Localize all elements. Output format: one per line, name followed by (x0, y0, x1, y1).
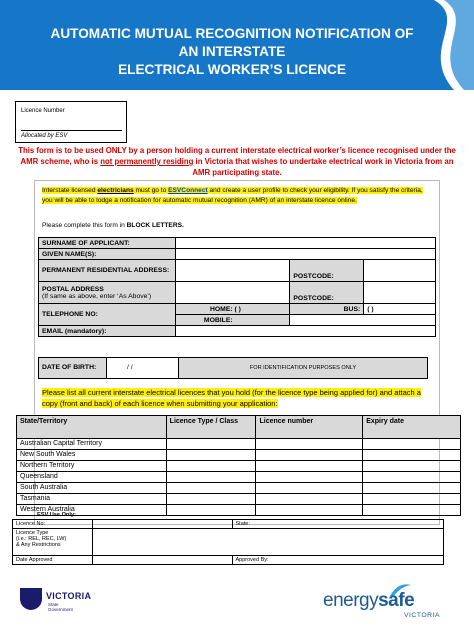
esv-licence-type-label (13, 529, 93, 556)
mobile-input[interactable] (290, 315, 436, 326)
expiry-cell[interactable] (363, 450, 461, 461)
postcode-input-1[interactable] (364, 260, 436, 282)
licence-type-cell[interactable] (166, 494, 256, 505)
title-line-2: AN INTERSTATE (178, 44, 286, 59)
interstate-licence-table (16, 415, 461, 516)
allocated-by-label: Allocated by ESV (21, 133, 68, 139)
home-label: HOME: (209, 305, 233, 313)
table-row (17, 439, 461, 450)
esv-approved-by-label: Approved By: (232, 556, 444, 565)
victoria-government-logo (20, 586, 98, 622)
licence-number-box (15, 101, 127, 143)
surname-label: SURNAME OF APPLICANT: (39, 238, 176, 249)
email-label: EMAIL (mandatory): (39, 326, 176, 337)
telephone-label: TELEPHONE NO: (39, 304, 176, 326)
esv-licence-type-eg: (i.e.: REL, REC, LW) (16, 536, 67, 542)
state-cell: Northern Territory (17, 461, 167, 472)
postal-address-title: POSTAL ADDRESS (42, 285, 104, 293)
state-cell: New South Wales (17, 450, 167, 461)
permanent-address-label: PERMANENT RESIDENTIAL ADDRESS: (39, 260, 176, 282)
expiry-cell[interactable] (363, 472, 461, 483)
dob-input[interactable]: / / (107, 358, 179, 378)
licence-type-cell[interactable] (166, 505, 256, 516)
given-names-label: GIVEN NAME(S): (39, 249, 176, 260)
given-names-input[interactable] (175, 249, 435, 260)
victoria-crest-icon (20, 588, 42, 610)
col-header-licence-type: Licence Type / Class (166, 416, 256, 439)
licence-number-cell[interactable] (256, 472, 363, 483)
licence-list-instructions (42, 388, 432, 409)
victoria-wordmark: VICTORIA (46, 591, 92, 601)
licence-number-cell[interactable] (256, 505, 363, 516)
licence-number-cell[interactable] (256, 450, 363, 461)
energysafe-logo (320, 583, 460, 623)
surname-input[interactable] (175, 238, 435, 249)
block-letters-note (42, 222, 184, 229)
applicant-details-table (38, 237, 436, 337)
energysafe-victoria-text: VICTORIA (404, 612, 440, 619)
licence-list-text: Please list all current interstate electrical licences that you hold (for the licence type being applied for) and attach a copy (front and back) of each licence when submitting your application: (42, 388, 421, 408)
col-header-expiry: Expiry date (363, 416, 461, 439)
eligibility-warning (14, 145, 460, 178)
energy-text: energy (323, 590, 379, 611)
esv-restrictions: & Any Restrictions (16, 542, 61, 548)
licence-number-cell[interactable] (256, 494, 363, 505)
state-text: State (48, 602, 59, 607)
table-row (17, 461, 461, 472)
licence-number-field[interactable] (21, 130, 122, 131)
intro-text-3: and create a user profile to check your eligibility. If you satisfy the criteria, you will be able to lodge a notification for automatic mutual recognition (AMR) of an interstate licence online. (42, 187, 423, 204)
bus-brackets: ( ) (367, 305, 374, 313)
header-banner (0, 0, 474, 90)
home-brackets: ( ) (234, 305, 241, 313)
licence-number-cell[interactable] (256, 439, 363, 450)
state-cell: Queensland (17, 472, 167, 483)
energysafe-wordmark (323, 590, 414, 612)
state-cell: Western Australia (17, 505, 167, 516)
licence-type-cell[interactable] (166, 450, 256, 461)
postal-address-note: (If same as above, enter ‘As Above’) (42, 292, 152, 300)
bus-label: BUS: (290, 304, 364, 315)
state-government-text (48, 602, 73, 612)
form-title (12, 25, 452, 79)
postal-address-input[interactable] (175, 282, 290, 304)
esv-licence-no-field[interactable] (92, 520, 232, 529)
title-line-3: ELECTRICAL WORKER’S LICENCE (118, 62, 346, 77)
table-row (17, 472, 461, 483)
intro-text (42, 186, 432, 205)
esv-state-label: State: (232, 520, 444, 529)
postcode-label-1: POSTCODE: (290, 260, 364, 282)
state-cell: Australian Capital Territory (17, 439, 167, 450)
header-wave-graphic (414, 0, 474, 90)
postcode-label-2: POSTCODE: (290, 282, 364, 304)
block-letters-bold: BLOCK LETTERS. (126, 222, 184, 229)
id-purposes-note: FOR IDENTIFICATION PURPOSES ONLY (179, 358, 427, 378)
esv-date-approved-label: Date Approved (13, 556, 93, 565)
date-of-birth-row (38, 357, 428, 379)
home-phone-field[interactable] (175, 304, 290, 315)
col-header-state: State/Territory (17, 416, 167, 439)
esv-date-approved-field[interactable] (92, 556, 232, 565)
email-input[interactable] (175, 326, 435, 337)
expiry-cell[interactable] (363, 505, 461, 516)
expiry-cell[interactable] (363, 494, 461, 505)
licence-type-cell[interactable] (166, 483, 256, 494)
dob-label: DATE OF BIRTH: (39, 358, 107, 378)
licence-type-cell[interactable] (166, 439, 256, 450)
licence-number-cell[interactable] (256, 483, 363, 494)
licence-number-cell[interactable] (256, 461, 363, 472)
intro-text-2: must go to (133, 187, 169, 194)
table-row (17, 450, 461, 461)
postcode-input-2[interactable] (364, 282, 436, 304)
esv-licence-type-field[interactable] (92, 529, 443, 556)
bus-phone-field[interactable] (364, 304, 436, 315)
block-letters-prefix: Please complete this form in (42, 222, 127, 229)
warning-text-2: in Victoria that wishes to undertake electrical work in Victoria from an AMR participating state. (192, 157, 454, 177)
licence-number-label: Licence Number (21, 108, 65, 114)
mobile-field[interactable] (175, 315, 290, 326)
postal-address-label (39, 282, 176, 304)
table-row (17, 494, 461, 505)
esvconnect-link[interactable]: ESVConnect (168, 187, 208, 194)
col-header-licence-number: Licence number (256, 416, 363, 439)
table-row (17, 483, 461, 494)
expiry-cell[interactable] (363, 461, 461, 472)
title-line-1: AUTOMATIC MUTUAL RECOGNITION NOTIFICATION OF (50, 26, 414, 41)
warning-text-1: This form is to be used ONLY by a person holding a current interstate electrical worker’s licence recognised under the AMR scheme, who is (18, 146, 456, 166)
expiry-cell[interactable] (363, 483, 461, 494)
esv-use-title: ESV Use Only: (37, 512, 76, 518)
state-cell: Tasmania (17, 494, 167, 505)
esv-licence-no-label: Licence No: (13, 520, 93, 529)
esv-licence-type-title: Licence Type (16, 530, 49, 536)
safe-text: safe (378, 590, 415, 611)
permanent-address-input[interactable] (175, 260, 290, 282)
intro-text-1: Interstate licensed (42, 187, 98, 194)
esv-use-table (12, 519, 444, 565)
licence-type-cell[interactable] (166, 461, 256, 472)
government-text: Government (48, 607, 73, 612)
mobile-label: MOBILE: (203, 316, 233, 324)
state-cell: South Australia (17, 483, 167, 494)
warning-underlined: not permanently residing (100, 157, 194, 166)
table-row (17, 505, 461, 516)
expiry-cell[interactable] (363, 439, 461, 450)
licence-type-cell[interactable] (166, 472, 256, 483)
intro-emphasis: electricians (97, 187, 134, 194)
